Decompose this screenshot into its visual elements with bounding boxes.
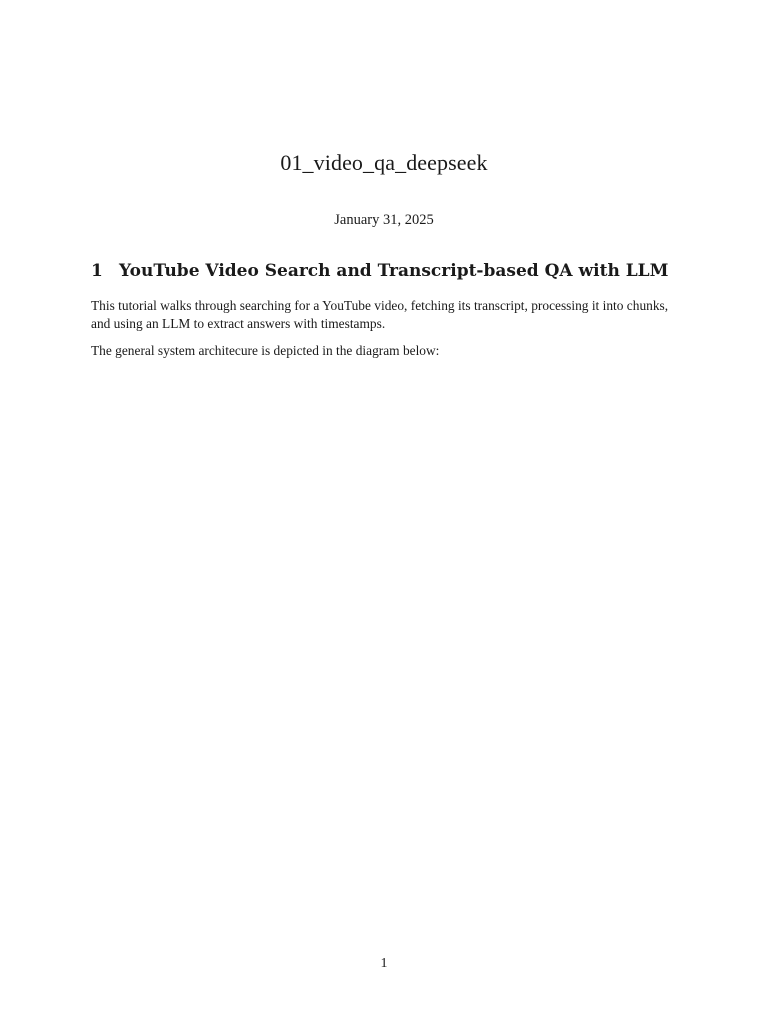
intro-paragraph: This tutorial walks through searching for a YouTube video, fetching its transcript, processing it into chunks, and using an LLM to extract answers with timestamps. (91, 298, 669, 331)
architecture-paragraph: The general system architecure is depicted in the diagram below: (91, 343, 440, 358)
section-heading (91, 261, 691, 281)
document-date: January 31, 2025 (334, 212, 434, 228)
document-title: 01_video_qa_deepseek (280, 150, 488, 175)
section-number: 1 (91, 261, 103, 281)
section-title: YouTube Video Search and Transcript-based QA with LLM (119, 261, 669, 281)
page-number: 1 (380, 956, 388, 971)
